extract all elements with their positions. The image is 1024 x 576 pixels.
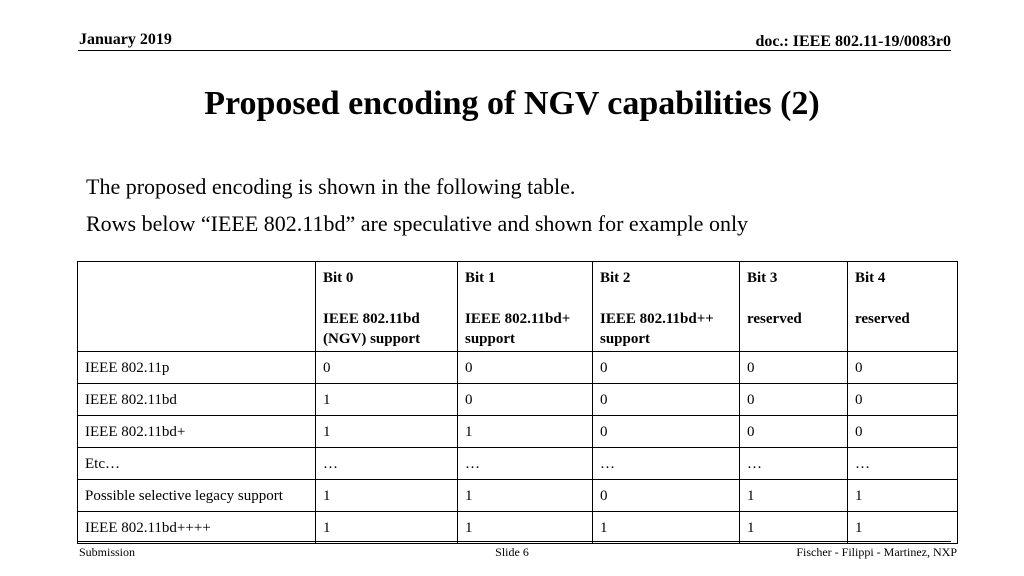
footer-authors: Fischer - Filippi - Martinez, NXP <box>796 545 957 559</box>
bit-value: … <box>848 448 958 480</box>
bit-label: Bit 4 <box>855 270 886 286</box>
bit-value: 0 <box>316 352 458 384</box>
bit-value: 0 <box>740 384 848 416</box>
bit-description: IEEE 802.11bd++ <box>600 311 714 327</box>
table-row <box>78 480 958 512</box>
header-cell-bit3 <box>740 262 848 352</box>
bit-value: 1 <box>593 512 740 544</box>
bit-value: 1 <box>458 480 593 512</box>
bit-value: 0 <box>593 384 740 416</box>
header-divider <box>78 50 951 51</box>
bit-value: 1 <box>316 480 458 512</box>
row-label: IEEE 802.11bd+ <box>78 416 316 448</box>
bit-value: 1 <box>458 512 593 544</box>
bit-value: 1 <box>458 416 593 448</box>
bit-label: Bit 1 <box>465 270 496 286</box>
bit-value: 0 <box>740 352 848 384</box>
bit-description: support <box>600 331 651 347</box>
encoding-table <box>77 261 958 544</box>
row-label: IEEE 802.11bd <box>78 384 316 416</box>
bit-value: 1 <box>316 512 458 544</box>
row-label: Possible selective legacy support <box>78 480 316 512</box>
footer-submission: Submission <box>79 545 136 559</box>
bit-value: 0 <box>593 416 740 448</box>
bit-description: (NGV) support <box>323 331 421 347</box>
bit-value: 1 <box>848 480 958 512</box>
bit-description: IEEE 802.11bd+ <box>465 311 571 327</box>
table-row <box>78 352 958 384</box>
bit-value: … <box>593 448 740 480</box>
table-header-row <box>78 262 958 352</box>
footer-slide-number: Slide 6 <box>495 545 529 559</box>
header-doc-id: doc.: IEEE 802.11-19/0083r0 <box>755 33 951 50</box>
header-cell-bit0 <box>316 262 458 352</box>
bit-value: 0 <box>848 416 958 448</box>
bit-value: … <box>316 448 458 480</box>
row-label: IEEE 802.11p <box>78 352 316 384</box>
bit-value: 0 <box>848 384 958 416</box>
bit-label: Bit 3 <box>747 270 778 286</box>
bit-value: 0 <box>848 352 958 384</box>
bit-value: 0 <box>593 352 740 384</box>
table-row <box>78 384 958 416</box>
bit-value: 0 <box>740 416 848 448</box>
bit-value: 1 <box>740 480 848 512</box>
header-corner-cell <box>78 262 316 352</box>
bit-value: 1 <box>848 512 958 544</box>
row-label: Etc… <box>78 448 316 480</box>
bit-description: reserved <box>747 311 802 327</box>
table-row <box>78 448 958 480</box>
bit-value: 1 <box>316 416 458 448</box>
bit-label: Bit 0 <box>323 270 354 286</box>
bit-value: 0 <box>458 384 593 416</box>
table-row <box>78 512 958 544</box>
table-row <box>78 416 958 448</box>
bit-description: IEEE 802.11bd <box>323 311 420 327</box>
header-cell-bit2 <box>593 262 740 352</box>
header-cell-bit4 <box>848 262 958 352</box>
header-cell-bit1 <box>458 262 593 352</box>
bit-description: reserved <box>855 311 910 327</box>
row-label: IEEE 802.11bd++++ <box>78 512 316 544</box>
bit-value: 1 <box>740 512 848 544</box>
bit-value: 1 <box>316 384 458 416</box>
bit-value: 0 <box>458 352 593 384</box>
body-text-line-1: The proposed encoding is shown in the following table. <box>86 174 576 199</box>
bit-label: Bit 2 <box>600 270 631 286</box>
bit-value: … <box>740 448 848 480</box>
footer-divider <box>78 541 951 542</box>
body-text-line-2: Rows below “IEEE 802.11bd” are speculative and shown for example only <box>86 211 749 236</box>
bit-description: support <box>465 331 516 347</box>
bit-value: 0 <box>593 480 740 512</box>
header-date: January 2019 <box>79 31 172 48</box>
slide-title: Proposed encoding of NGV capabilities (2) <box>204 85 820 122</box>
bit-value: … <box>458 448 593 480</box>
